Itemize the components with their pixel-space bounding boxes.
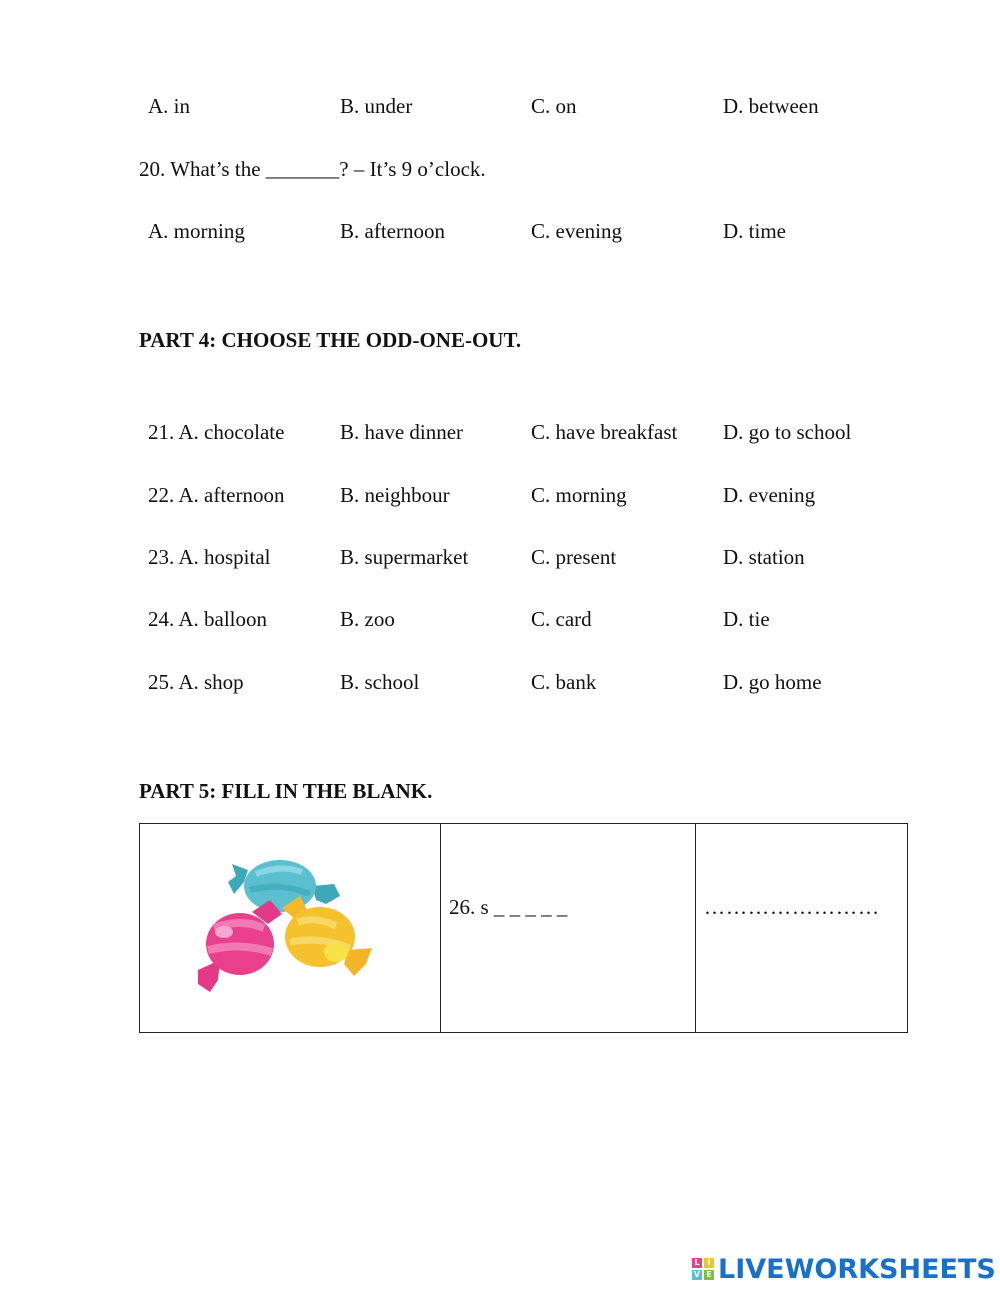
q20-question: 20. What’s the _______? – It’s 9 o’clock.: [139, 157, 486, 181]
image-cell: [140, 824, 441, 1033]
q21-option-c[interactable]: C. have breakfast: [531, 420, 678, 444]
q26-answer-input[interactable]: [704, 895, 894, 920]
q24-option-c[interactable]: C. card: [531, 607, 592, 631]
q22-option-b[interactable]: B. neighbour: [340, 483, 450, 507]
q21-option-b[interactable]: B. have dinner: [340, 420, 464, 444]
fill-in-table: [139, 823, 908, 1033]
q25-option-d[interactable]: D. go home: [723, 670, 822, 694]
q20-option-d[interactable]: D. time: [723, 219, 786, 243]
logo-mark-l: L: [692, 1258, 702, 1268]
part4-heading: PART 4: CHOOSE THE ODD-ONE-OUT.: [139, 328, 522, 352]
q22-option-d[interactable]: D. evening: [723, 483, 816, 507]
q26-prompt: 26. s _ _ _ _ _: [449, 895, 568, 919]
liveworksheets-logo: [692, 1252, 996, 1286]
q22-option-c[interactable]: C. morning: [531, 483, 627, 507]
logo-mark-icon: [692, 1258, 714, 1280]
q23-option-b[interactable]: B. supermarket: [340, 545, 469, 569]
q25-option-b[interactable]: B. school: [340, 670, 420, 694]
logo-mark-v: V: [693, 1270, 701, 1279]
q24-option-d[interactable]: D. tie: [723, 607, 770, 631]
q21-option-d[interactable]: D. go to school: [723, 420, 852, 444]
q20-option-c[interactable]: C. evening: [531, 219, 622, 243]
answer-cell[interactable]: [696, 824, 908, 1033]
q23-option-c[interactable]: C. present: [531, 545, 617, 569]
prompt-cell: [441, 824, 696, 1033]
logo-mark-i: I: [704, 1258, 714, 1268]
q25-option-a[interactable]: 25. A. shop: [148, 670, 244, 694]
q19-option-d[interactable]: D. between: [723, 94, 819, 118]
q24-option-b[interactable]: B. zoo: [340, 607, 395, 631]
q19-option-a[interactable]: A. in: [148, 94, 190, 118]
logo-mark-e: E: [704, 1270, 714, 1280]
candies-icon: [140, 824, 440, 1026]
logo-text: LIVEWORKSHEETS: [718, 1253, 996, 1285]
q19-option-b[interactable]: B. under: [340, 94, 413, 118]
q20-option-a[interactable]: A. morning: [148, 219, 245, 243]
q23-option-d[interactable]: D. station: [723, 545, 805, 569]
q21-option-a[interactable]: 21. A. chocolate: [148, 420, 285, 444]
part5-heading: PART 5: FILL IN THE BLANK.: [139, 779, 433, 803]
q20-option-b[interactable]: B. afternoon: [340, 219, 445, 243]
q23-option-a[interactable]: 23. A. hospital: [148, 545, 271, 569]
q19-option-c[interactable]: C. on: [531, 94, 577, 118]
q24-option-a[interactable]: 24. A. balloon: [148, 607, 267, 631]
q25-option-c[interactable]: C. bank: [531, 670, 597, 694]
q22-option-a[interactable]: 22. A. afternoon: [148, 483, 285, 507]
